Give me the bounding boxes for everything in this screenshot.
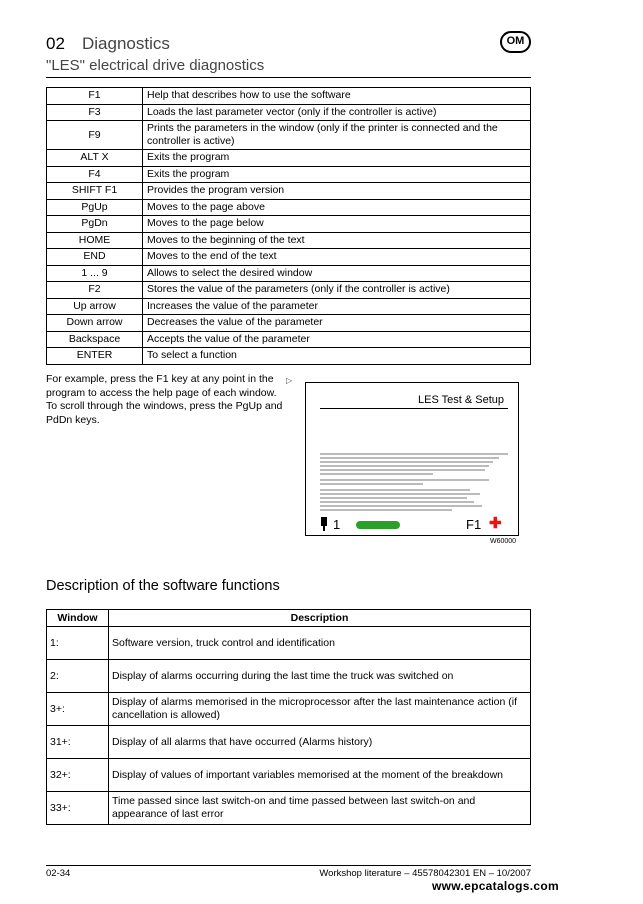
description-cell: Prints the parameters in the window (only if the printer is connected and the controller is active): [143, 121, 531, 150]
watermark: www.epcatalogs.com: [432, 879, 559, 893]
table-row: [47, 660, 531, 693]
red-cross-icon: ✚: [489, 515, 502, 532]
window-table: [46, 609, 531, 825]
description-cell: Display of values of important variables memorised at the moment of the breakdown: [109, 759, 531, 792]
page-subtitle: "LES" electrical drive diagnostics: [46, 57, 265, 74]
help-key-label: F1: [466, 517, 482, 532]
table-row: [47, 232, 531, 249]
footer-divider: [46, 865, 531, 866]
table-row: [47, 348, 531, 365]
column-header-description: Description: [109, 610, 531, 627]
header-divider: [46, 77, 531, 78]
window-cell: 3+:: [47, 693, 109, 726]
table-row: [47, 693, 531, 726]
om-logo: OM: [500, 31, 531, 53]
description-cell: Display of alarms occurring during the last time the truck was switched on: [109, 660, 531, 693]
description-cell: Moves to the page below: [143, 216, 531, 233]
chapter-number: 02: [46, 34, 65, 53]
key-cell: HOME: [47, 232, 143, 249]
les-screen-figure: [305, 382, 519, 536]
window-cell: 31+:: [47, 726, 109, 759]
table-row: [47, 726, 531, 759]
key-cell: PgDn: [47, 216, 143, 233]
key-cell: F9: [47, 121, 143, 150]
window-number: 1: [333, 517, 341, 532]
table-row: [47, 627, 531, 660]
figure-code: W60000: [490, 538, 517, 545]
key-cell: F4: [47, 166, 143, 183]
section-title: Description of the software functions: [46, 578, 280, 594]
window-cell: 1:: [47, 627, 109, 660]
column-header-window: Window: [47, 610, 109, 627]
description-cell: Help that describes how to use the software: [143, 88, 531, 105]
table-row: [47, 298, 531, 315]
table-row: [47, 121, 531, 150]
description-cell: Moves to the end of the text: [143, 249, 531, 266]
description-cell: Loads the last parameter vector (only if the controller is active): [143, 104, 531, 121]
key-cell: Down arrow: [47, 315, 143, 332]
key-cell: END: [47, 249, 143, 266]
table-row: [47, 249, 531, 266]
description-cell: Provides the program version: [143, 183, 531, 200]
table-row: [47, 150, 531, 167]
key-cell: Up arrow: [47, 298, 143, 315]
description-cell: Software version, truck control and identification: [109, 627, 531, 660]
screen-divider: [320, 408, 508, 409]
table-row: [47, 166, 531, 183]
footer-reference: Workshop literature – 45578042301 EN – 10/2007: [319, 868, 531, 879]
key-cell: ENTER: [47, 348, 143, 365]
description-cell: Exits the program: [143, 166, 531, 183]
screen-text-block: [320, 453, 508, 513]
window-cell: 33+:: [47, 792, 109, 825]
table-row: [47, 183, 531, 200]
table-row: [47, 265, 531, 282]
key-table: [46, 87, 531, 365]
key-cell: Backspace: [47, 331, 143, 348]
table-row: [47, 216, 531, 233]
window-cell: 32+:: [47, 759, 109, 792]
status-bar-icon: [356, 521, 400, 529]
description-cell: Moves to the beginning of the text: [143, 232, 531, 249]
key-cell: F3: [47, 104, 143, 121]
description-cell: To select a function: [143, 348, 531, 365]
table-row: [47, 282, 531, 299]
description-cell: Display of all alarms that have occurred (Alarms history): [109, 726, 531, 759]
plug-icon: [320, 517, 328, 531]
table-row: [47, 315, 531, 332]
description-cell: Display of alarms memorised in the microprocessor after the last maintenance action (if cancellation is allowed): [109, 693, 531, 726]
table-row: [47, 199, 531, 216]
screen-title: LES Test & Setup: [418, 394, 505, 406]
table-row: [47, 104, 531, 121]
table-row: [47, 88, 531, 105]
window-cell: 2:: [47, 660, 109, 693]
key-cell: F2: [47, 282, 143, 299]
table-row: [47, 331, 531, 348]
page-number: 02-34: [46, 868, 71, 879]
description-cell: Allows to select the desired window: [143, 265, 531, 282]
key-cell: 1 ... 9: [47, 265, 143, 282]
page-title: Diagnostics: [82, 34, 170, 53]
description-cell: Accepts the value of the parameter: [143, 331, 531, 348]
description-cell: Exits the program: [143, 150, 531, 167]
figure-pointer-icon: ▷: [286, 376, 293, 385]
description-cell: Increases the value of the parameter: [143, 298, 531, 315]
key-cell: ALT X: [47, 150, 143, 167]
key-cell: SHIFT F1: [47, 183, 143, 200]
example-paragraph: For example, press the F1 key at any point in the program to access the help page of each window. To scroll through the windows, press the PgUp and PdDn keys.: [46, 373, 283, 426]
table-row: [47, 792, 531, 825]
description-cell: Decreases the value of the parameter: [143, 315, 531, 332]
description-cell: Moves to the page above: [143, 199, 531, 216]
key-cell: F1: [47, 88, 143, 105]
key-cell: PgUp: [47, 199, 143, 216]
description-cell: Stores the value of the parameters (only if the controller is active): [143, 282, 531, 299]
description-cell: Time passed since last switch-on and time passed between last switch-on and appearance of last error: [109, 792, 531, 825]
table-row: [47, 759, 531, 792]
